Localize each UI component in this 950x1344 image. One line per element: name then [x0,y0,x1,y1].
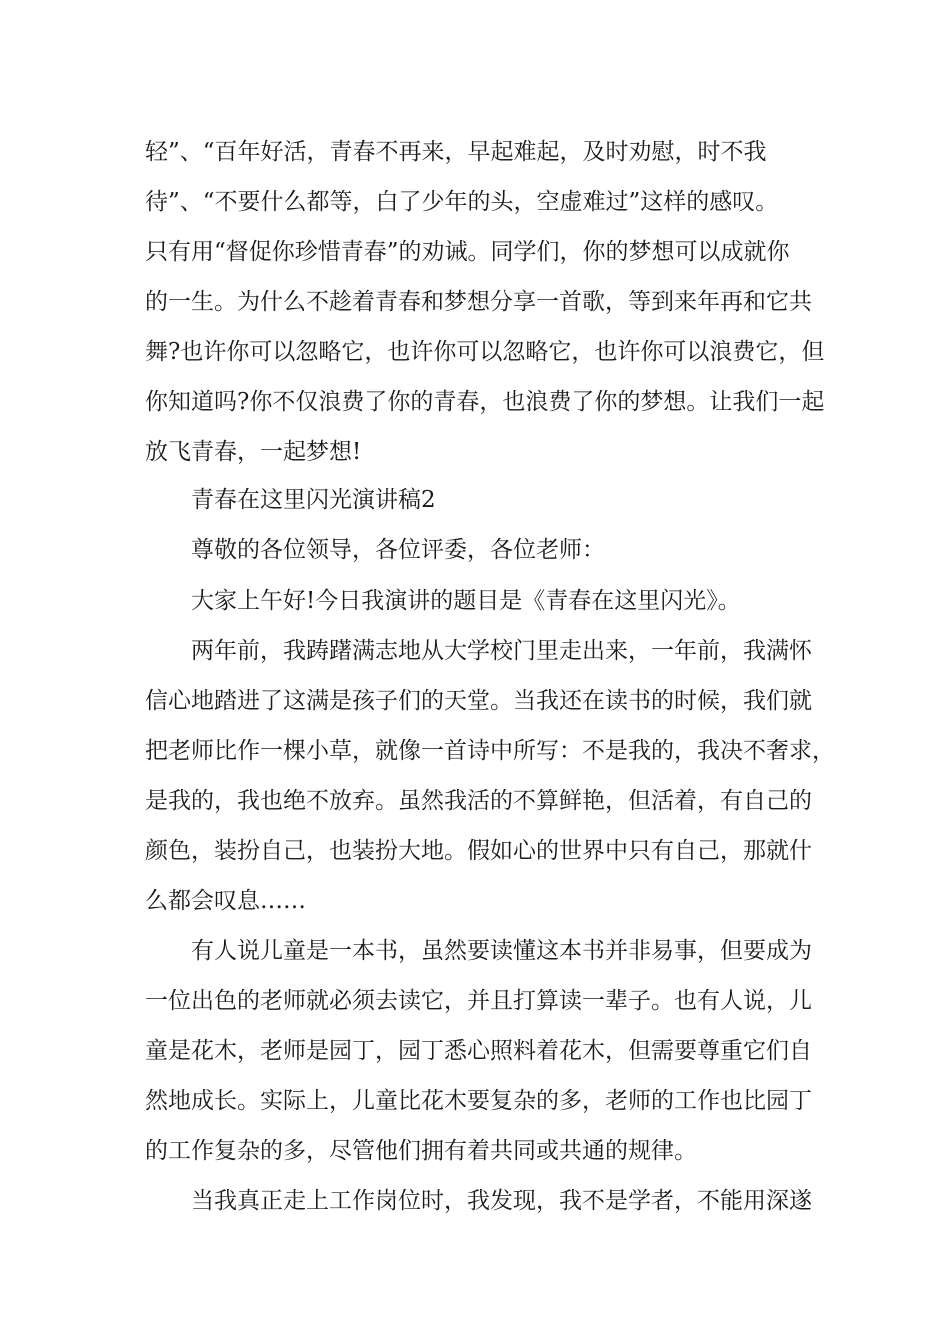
text-line: 然地成长。实际上，儿童比花木要复杂的多，老师的工作也比园丁 [145,1088,812,1114]
text-line: 当我真正走上工作岗位时，我发现，我不是学者，不能用深遂 [191,1188,812,1214]
text-line: 待”、“不要什么都等，白了少年的头，空虚难过”这样的感叹。 [145,189,779,215]
section-title: 青春在这里闪光演讲稿2 [191,487,436,513]
text-line: 舞?也许你可以忽略它，也许你可以忽略它，也许你可以浪费它，但 [145,339,825,365]
text-line: 两年前，我踌躇满志地从大学校门里走出来，一年前，我满怀 [191,638,812,664]
greeting: 大家上午好!今日我演讲的题目是《青春在这里闪光》。 [191,588,741,614]
salutation: 尊敬的各位领导，各位评委，各位老师： [191,537,605,563]
text-line: 是我的，我也绝不放弃。虽然我活的不算鲜艳，但活着，有自己的 [145,788,812,814]
text-line: 信心地踏进了这满是孩子们的天堂。当我还在读书的时候，我们就 [145,688,812,714]
text-line: 童是花木，老师是园丁，园丁悉心照料着花木，但需要尊重它们自 [145,1038,812,1064]
text-line: 么都会叹息…… [145,888,306,914]
text-line: 一位出色的老师就必须去读它，并且打算读一辈子。也有人说，儿 [145,988,812,1014]
text-line: 颜色，装扮自己，也装扮大地。假如心的世界中只有自己，那就什 [145,838,812,864]
text-line: 轻”、“百年好活，青春不再来，早起难起，及时劝慰，时不我 [145,139,767,165]
text-line: 的工作复杂的多，尽管他们拥有着共同或共通的规律。 [145,1138,697,1164]
text-line: 的一生。为什么不趁着青春和梦想分享一首歌，等到来年再和它共 [145,289,812,315]
text-line: 有人说儿童是一本书，虽然要读懂这本书并非易事，但要成为 [191,938,812,964]
text-line: 只有用“督促你珍惜青春”的劝诫。同学们，你的梦想可以成就你 [145,239,790,265]
text-line: 把老师比作一棵小草，就像一首诗中所写：不是我的，我决不奢求， [145,738,835,764]
text-line: 放飞青春，一起梦想! [145,439,362,465]
text-line: 你知道吗?你不仅浪费了你的青春，也浪费了你的梦想。让我们一起 [145,389,825,415]
